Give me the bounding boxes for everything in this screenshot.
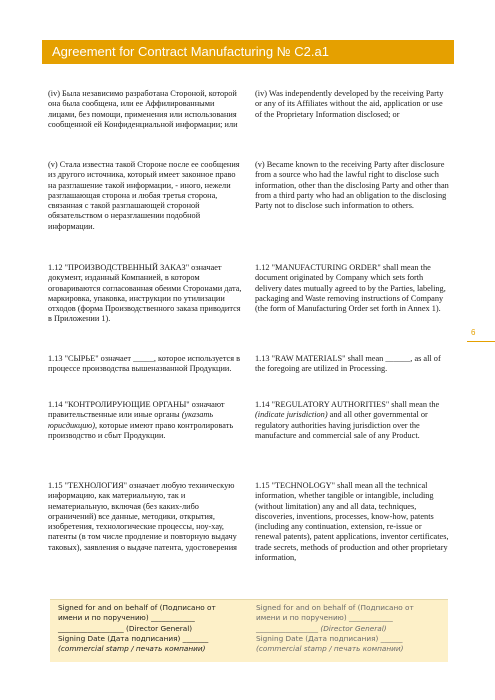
clause-1-15-ru: 1.15 "ТЕХНОЛОГИЯ" означает любую техническую информацию, как материальную, так и нематериальную, включая (без каких-либо ограничений) все данные, методики, открытия, изобретения, технологические процессы, ноу-хау, патенты (в том числе продление и повторную выдачу таковых), заявления о выдаче патента, удостоверения [48,481,237,552]
signing-date-line: Signing Date (Дата подписания) _______ [58,633,209,643]
signature-footer [50,599,448,662]
clause-v-ru: (v) Стала известна такой Стороне после ее сообщения из другого источника, который имеет законное право на разглашение такой информации, - иного, нежели разглашающая сторона и любая третья сторона, связанная с такой разглашающей стороной обязательством о неразглашении подобной информации. [48,160,240,231]
clause-1-14-en [255,400,449,441]
page-number: 6 [471,328,476,337]
title-banner [42,40,454,64]
signature-line: _________________ (Director General) [256,623,387,633]
clause-1-14-ru-text: 1.14 "КОНТРОЛИРУЮЩИЕ ОРГАНЫ" означают правительственные или иные органы [48,400,225,420]
stamp-line: (commercial stamp / печать компании) [58,644,206,654]
clause-iv-ru: (iv) Была независимо разработана Стороной, которой она была сообщена, или ее Аффилированными лицами, без помощи, применения или использования сообщенной ей Конфиденциальной информации; или [48,89,238,129]
clause-1-15-en: 1.15 "TECHNOLOGY" shall mean all the technical information, whether tangible or intangible, including (without limitation) any and all data, techniques, discoveries, inventions, processes, know-how, patents (including any continuation, extension, re-issue or renewal patents), patent applications, inventor certificates, trade secrets, methods of production and other proprietary information, [255,481,449,563]
clause-1-12-ru: 1.12 "ПРОИЗВОДСТВЕННЫЙ ЗАКАЗ" означает документ, изданный Компанией, в котором оговариваются согласованная обеими Сторонами дата, маркировка, упаковка, инструкции по утилизации отходов (форма Производственного заказа приводится в Приложении 1). [48,263,242,324]
clause-1-13-ru: 1.13 "СЫРЬЕ" означает _____, которое используется в процессе производства вышеназванной Продукции. [48,354,241,374]
clause-1-12-en: 1.12 "MANUFACTURING ORDER" shall mean the document originated by Company which sets forth delivery dates mutually agreed to by the Parties, labeling, packaging and Waste removing instructions of Company (the form of Manufacturing Order set forth in Annex 1). [255,263,446,314]
clause-1-14-ru-text-end: , которые имеют право контролировать производство и сбыт Продукции. [48,420,234,440]
signature-block-left [58,603,248,654]
clause-1-14-en-text: 1.14 "REGULATORY AUTHORITIES" shall mean the [255,400,440,409]
clause-v-en: (v) Became known to the receiving Party after disclosure from a source who had the lawful right to disclose such information, other than the disclosing Party and other than from a third party who had an obligation to the disclosing Party not to disclose such information to others. [255,160,449,211]
jurisdiction-placeholder: (указать юрисдикцию) [48,410,214,430]
signing-date-line: Signing Date (Дата подписания) ______ [256,633,403,643]
jurisdiction-placeholder: (indicate jurisdiction) [255,410,328,420]
signature-line: __________________ (Director General) [58,623,193,633]
clause-1-14-ru [48,400,244,441]
signature-line: Signed for and on behalf of (Подписано от [58,603,216,612]
clause-1-14-en-text-end: and all other governmental or regulatory authorities having jurisdiction over the manufacture and commercial sale of any Product. [255,410,428,440]
signature-line: имени и по поручению) ____________ [58,613,195,623]
stamp-line: (commercial stamp / печать компании) [256,644,404,654]
document-title: Agreement for Contract Manufacturing № C2.a1 [52,44,329,59]
signature-line: имени и по поручению) ____________ [256,613,393,623]
page-number-rule [467,341,495,342]
clause-1-13-en: 1.13 "RAW MATERIALS" shall mean ______, as all of the foregoing are utilized in Processing. [255,354,441,374]
signature-line: Signed for and on behalf of (Подписано от [256,603,414,612]
signature-block-right [256,603,446,654]
clause-iv-en: (iv) Was independently developed by the receiving Party or any of its Affiliates without the aid, application or use of the Proprietary Information disclosed; or [255,89,444,119]
